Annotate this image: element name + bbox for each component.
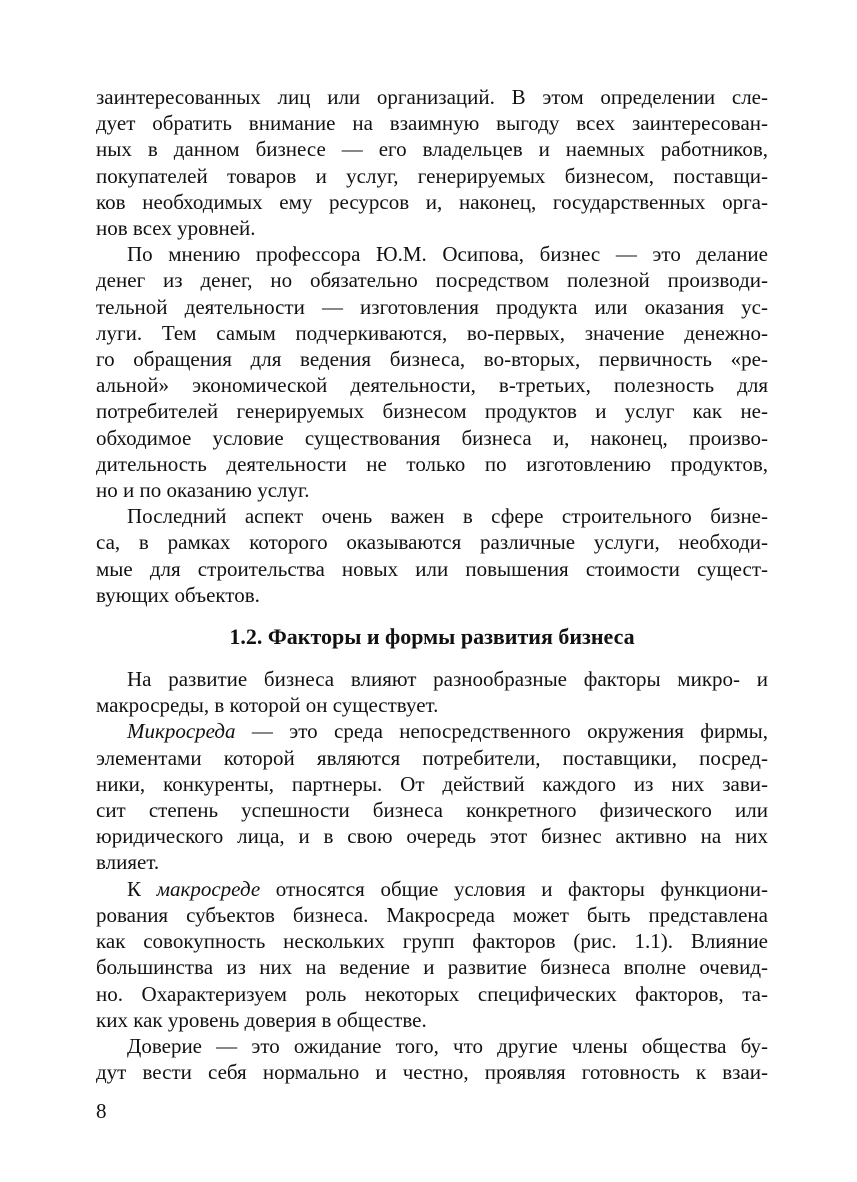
paragraph-5 <box>96 718 768 875</box>
text-line: потребителей генерируемых бизнесом продуктов и услуг как не- <box>96 399 768 424</box>
paragraph-7 <box>96 1033 768 1085</box>
text-fragment: относятся общие условия и факторы функциони- <box>260 876 768 901</box>
text-line: альной» экономической деятельности, в-третьих, полезность для <box>96 373 768 398</box>
text-line: тельной деятельности — изготовления продукта или оказания ус- <box>96 294 768 319</box>
text-line: ков необходимых ему ресурсов и, наконец, государственных орга- <box>96 189 768 214</box>
term-microenvironment: Микросреда <box>127 719 236 744</box>
paragraph-3 <box>96 503 768 608</box>
text-line: го обращения для ведения бизнеса, во-вторых, первичность «ре- <box>96 347 768 372</box>
text-line: По мнению профессора Ю.М. Осипова, бизнес — это делание <box>127 242 768 267</box>
text-line: дительность деятельности не только по изготовлению продуктов, <box>96 451 768 476</box>
text-line: Доверие — это ожидание того, что другие члены общества бу- <box>127 1033 768 1058</box>
page-number: 8 <box>96 1099 107 1123</box>
text-line: как совокупность нескольких групп факторов (рис. 1.1). Влияние <box>96 929 768 954</box>
paragraph-1 <box>96 84 768 241</box>
text-line: но. Охарактеризуем роль некоторых специфических факторов, та- <box>96 981 768 1006</box>
text-line: ных в данном бизнесе — его владельцев и наемных работников, <box>96 137 768 162</box>
text-line: ких как уровень доверия в обществе. <box>96 1007 427 1032</box>
text-line: вующих объектов. <box>96 582 260 607</box>
text-line: рования субъектов бизнеса. Макросреда может быть представлена <box>96 902 768 927</box>
text-line <box>96 718 768 744</box>
paragraph-2 <box>96 241 768 503</box>
text-line: заинтересованных лиц или организаций. В этом определении сле- <box>96 85 768 109</box>
text-line: са, в рамках которого оказываются различные услуги, необходи- <box>96 530 768 555</box>
text-fragment: — это среда непосредственного окружения фирмы, <box>235 719 768 744</box>
text-line: луги. Тем самым подчеркиваются, во-первых, значение денежно- <box>96 320 768 345</box>
text-line: дут вести себя нормально и честно, проявляя готовность к взаи- <box>96 1060 768 1085</box>
term-macroenvironment: макросреде <box>156 876 261 901</box>
text-line: влияет. <box>96 850 160 875</box>
text-line: мые для строительства новых или повышения стоимости сущест- <box>96 556 768 581</box>
text-line: элементами которой являются потребители, поставщики, посред- <box>96 745 768 770</box>
text-line: но и по оказанию услуг. <box>96 478 310 503</box>
text-line: Последний аспект очень важен в сфере строительного бизне- <box>127 504 768 529</box>
text-line: сит степень успешности бизнеса конкретного физического или <box>96 798 768 823</box>
text-fragment: К <box>127 876 157 901</box>
text-line <box>96 876 768 902</box>
text-line: На развитие бизнеса влияют разнообразные факторы микро- и <box>127 667 768 692</box>
text-line: покупателей товаров и услуг, генерируемых бизнесом, поставщи- <box>96 163 768 188</box>
text-line: ники, конкуренты, партнеры. От действий каждого из них зави- <box>96 771 768 796</box>
text-line: макросреды, в которой он существует. <box>96 693 439 718</box>
text-line: большинства из них на ведение и развитие бизнеса вполне очевид- <box>96 955 768 980</box>
paragraph-6 <box>96 876 768 1033</box>
text-line: юридического лица, и в свою очередь этот бизнес активно на них <box>96 824 768 849</box>
text-line: нов всех уровней. <box>96 216 256 241</box>
text-line: обходимое условие существования бизнеса и, наконец, произво- <box>96 425 768 450</box>
text-line: дует обратить внимание на взаимную выгоду всех заинтересован- <box>96 111 768 136</box>
section-heading: 1.2. Факторы и формы развития бизнеса <box>229 624 635 650</box>
text-line: денег из денег, но обязательно посредством полезной производи- <box>96 268 768 293</box>
page-body <box>96 84 768 1085</box>
paragraph-4 <box>96 666 768 718</box>
